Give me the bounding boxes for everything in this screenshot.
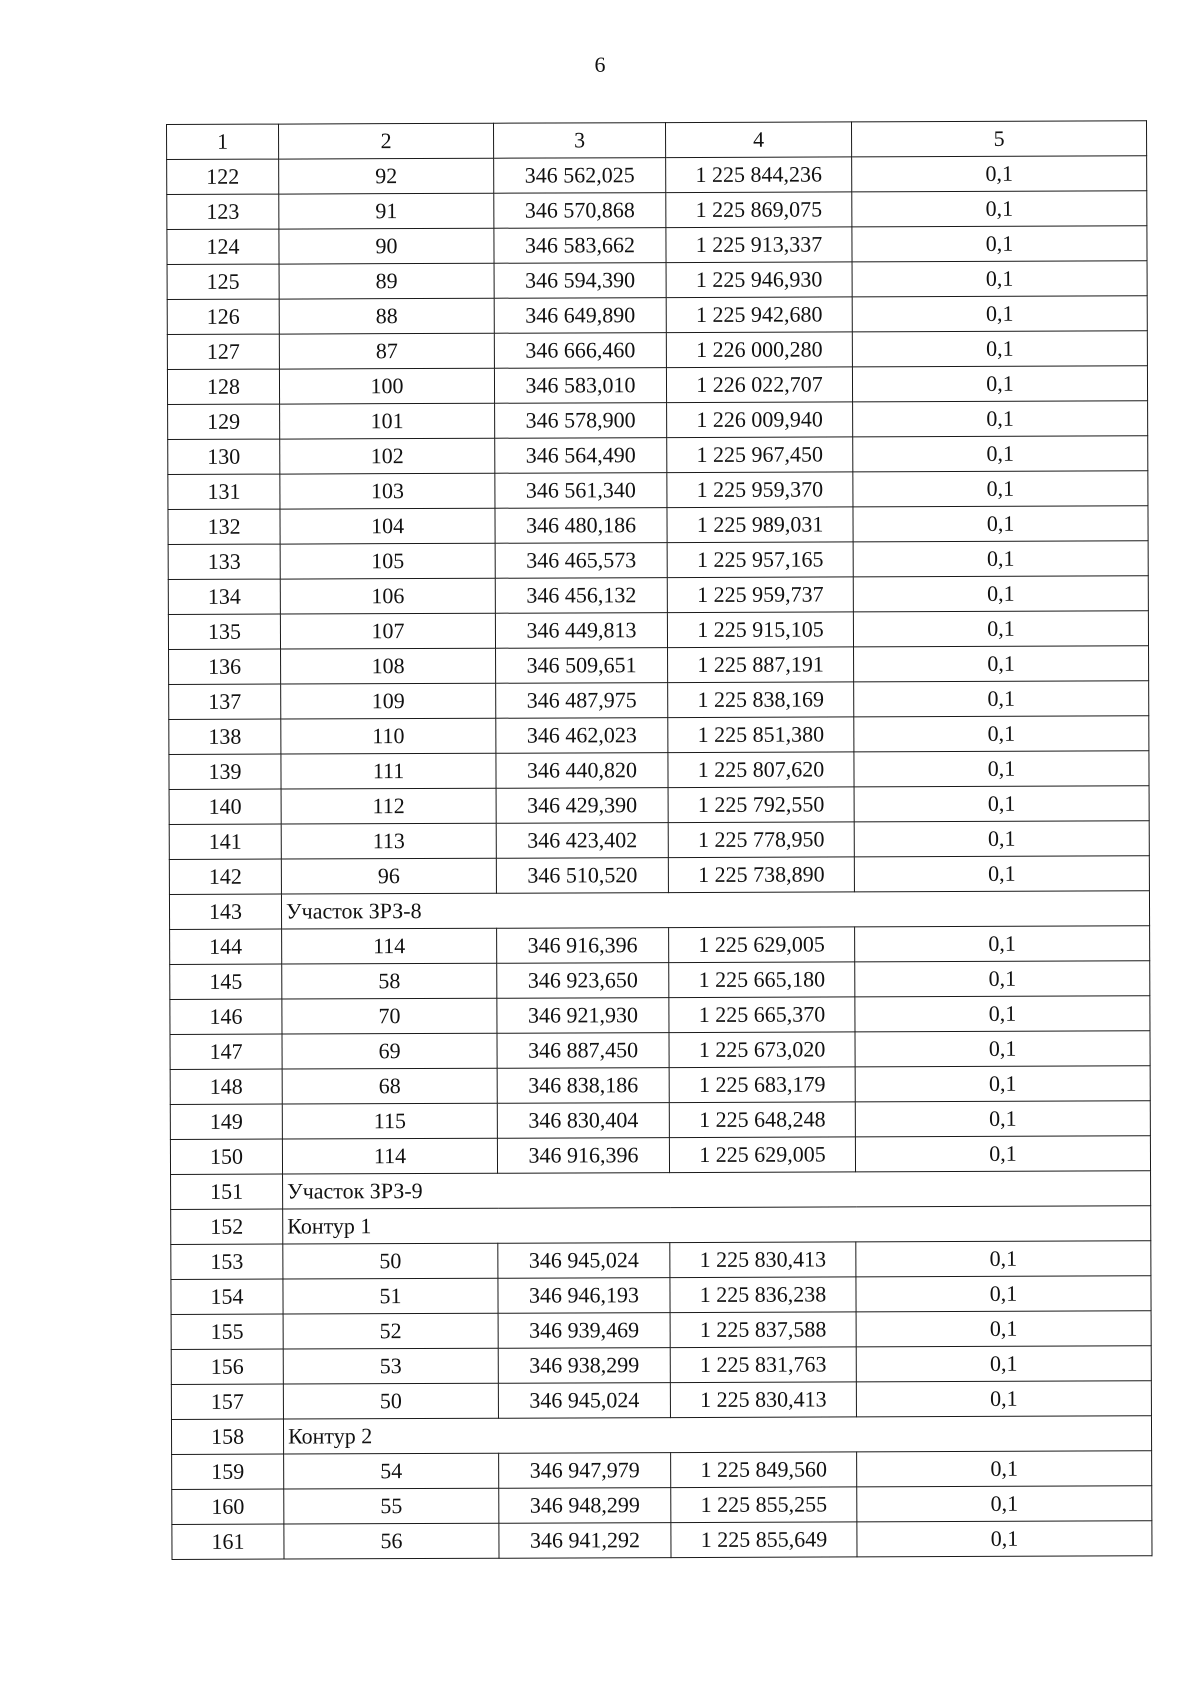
accuracy-value: 0,1	[855, 1136, 1150, 1172]
section-label: Контур 2	[283, 1416, 1151, 1454]
accuracy-value: 0,1	[852, 261, 1147, 297]
row-number: 132	[168, 509, 280, 544]
accuracy-value: 0,1	[853, 436, 1148, 472]
table-row	[170, 1136, 1150, 1175]
point-number: 103	[280, 473, 495, 509]
accuracy-value: 0,1	[856, 1241, 1151, 1277]
point-number: 101	[280, 403, 495, 439]
table-row	[167, 331, 1147, 370]
accuracy-value: 0,1	[856, 1311, 1151, 1347]
accuracy-value: 0,1	[852, 296, 1147, 332]
table-row	[169, 716, 1149, 755]
section-row	[171, 1171, 1151, 1210]
coordinate-y: 1 225 915,105	[667, 612, 853, 648]
point-number: 96	[281, 858, 496, 894]
table-row	[169, 681, 1149, 720]
coordinate-y: 1 225 989,031	[667, 507, 853, 543]
table-row	[168, 401, 1148, 440]
table-header-row	[167, 121, 1147, 160]
accuracy-value: 0,1	[855, 996, 1150, 1032]
point-number: 114	[282, 1138, 497, 1174]
table-row	[168, 471, 1148, 510]
point-number: 92	[279, 158, 494, 194]
coordinate-y: 1 225 792,550	[668, 787, 854, 823]
accuracy-value: 0,1	[856, 1346, 1151, 1382]
row-number: 131	[168, 474, 280, 509]
coordinate-x: 346 945,024	[498, 1383, 670, 1419]
accuracy-value: 0,1	[852, 331, 1147, 367]
row-number: 154	[171, 1279, 283, 1314]
column-header-3: 3	[493, 123, 665, 159]
coordinate-y: 1 225 946,930	[666, 262, 852, 298]
accuracy-value: 0,1	[852, 226, 1147, 262]
coordinate-x: 346 480,186	[495, 508, 667, 544]
row-number: 151	[171, 1174, 283, 1209]
coordinate-x: 346 583,662	[494, 228, 666, 264]
point-number: 89	[279, 263, 494, 299]
point-number: 53	[283, 1348, 498, 1384]
row-number: 126	[167, 299, 279, 334]
coordinate-y: 1 225 673,020	[669, 1032, 855, 1068]
accuracy-value: 0,1	[853, 506, 1148, 542]
row-number: 137	[169, 684, 281, 719]
row-number: 139	[169, 754, 281, 789]
row-number: 144	[170, 929, 282, 964]
coordinate-y: 1 225 887,191	[668, 647, 854, 683]
row-number: 133	[168, 544, 280, 579]
coordinate-x: 346 916,396	[497, 1138, 669, 1174]
point-number: 111	[281, 753, 496, 789]
coordinate-y: 1 225 683,179	[669, 1067, 855, 1103]
row-number: 148	[170, 1069, 282, 1104]
coordinate-x: 346 429,390	[496, 788, 668, 824]
coordinate-x: 346 649,890	[494, 298, 666, 334]
coordinate-y: 1 225 807,620	[668, 752, 854, 788]
coordinate-x: 346 923,650	[497, 963, 669, 999]
table-row	[167, 366, 1147, 405]
coordinate-y: 1 225 665,180	[669, 962, 855, 998]
accuracy-value: 0,1	[854, 856, 1149, 892]
coordinate-x: 346 562,025	[494, 158, 666, 194]
coordinate-y: 1 225 913,337	[666, 227, 852, 263]
coordinate-x: 346 564,490	[495, 438, 667, 474]
coordinate-y: 1 225 959,370	[667, 472, 853, 508]
coordinate-x: 346 570,868	[494, 193, 666, 229]
point-number: 106	[280, 578, 495, 614]
coordinate-x: 346 583,010	[494, 368, 666, 404]
coordinate-x: 346 938,299	[498, 1348, 670, 1384]
accuracy-value: 0,1	[853, 611, 1148, 647]
table-row	[167, 191, 1147, 230]
accuracy-value: 0,1	[854, 786, 1149, 822]
table-row	[168, 436, 1148, 475]
coordinate-y: 1 225 665,370	[669, 997, 855, 1033]
row-number: 140	[169, 789, 281, 824]
coordinate-x: 346 887,450	[497, 1033, 669, 1069]
coordinate-y: 1 225 838,169	[668, 682, 854, 718]
table-row	[171, 1311, 1151, 1350]
row-number: 156	[171, 1349, 283, 1384]
coordinate-y: 1 225 738,890	[668, 857, 854, 893]
table-row	[168, 506, 1148, 545]
section-row	[169, 891, 1149, 930]
coordinate-x: 346 561,340	[495, 473, 667, 509]
accuracy-value: 0,1	[855, 1066, 1150, 1102]
column-header-1: 1	[167, 124, 279, 159]
coordinate-x: 346 939,469	[498, 1313, 670, 1349]
accuracy-value: 0,1	[852, 191, 1147, 227]
table-row	[168, 611, 1148, 650]
table-row	[172, 1521, 1152, 1560]
point-number: 87	[279, 333, 494, 369]
accuracy-value: 0,1	[853, 541, 1148, 577]
coordinate-x: 346 594,390	[494, 263, 666, 299]
table-row	[170, 1031, 1150, 1070]
point-number: 112	[281, 788, 496, 824]
point-number: 109	[281, 683, 496, 719]
row-number: 161	[172, 1524, 284, 1559]
table-row	[169, 856, 1149, 895]
accuracy-value: 0,1	[855, 961, 1150, 997]
coordinate-x: 346 465,573	[495, 543, 667, 579]
coordinate-x: 346 948,299	[499, 1488, 671, 1524]
row-number: 145	[170, 964, 282, 999]
table-row	[168, 541, 1148, 580]
row-number: 130	[168, 439, 280, 474]
page-number: 6	[594, 52, 606, 77]
coordinate-y: 1 225 831,763	[670, 1347, 856, 1383]
coordinate-y: 1 225 959,737	[667, 577, 853, 613]
point-number: 104	[280, 508, 495, 544]
row-number: 159	[172, 1454, 284, 1489]
coordinate-x: 346 666,460	[494, 333, 666, 369]
coordinate-y: 1 225 855,255	[671, 1487, 857, 1523]
row-number: 125	[167, 264, 279, 299]
point-number: 58	[282, 963, 497, 999]
accuracy-value: 0,1	[854, 681, 1149, 717]
coordinate-y: 1 225 855,649	[671, 1522, 857, 1558]
table-row	[167, 226, 1147, 265]
row-number: 155	[171, 1314, 283, 1349]
point-number: 88	[279, 298, 494, 334]
point-number: 69	[282, 1033, 497, 1069]
coordinate-y: 1 225 830,413	[670, 1242, 856, 1278]
row-number: 152	[171, 1209, 283, 1244]
row-number: 158	[171, 1419, 283, 1454]
table-row	[171, 1381, 1151, 1420]
row-number: 153	[171, 1244, 283, 1279]
column-header-4: 4	[665, 122, 851, 158]
accuracy-value: 0,1	[853, 401, 1148, 437]
point-number: 54	[284, 1453, 499, 1489]
row-number: 136	[169, 649, 281, 684]
table-body	[167, 121, 1153, 1560]
accuracy-value: 0,1	[857, 1521, 1152, 1557]
accuracy-value: 0,1	[855, 926, 1150, 962]
accuracy-value: 0,1	[854, 646, 1149, 682]
coordinate-y: 1 225 942,680	[666, 297, 852, 333]
row-number: 149	[170, 1104, 282, 1139]
table-row	[170, 996, 1150, 1035]
point-number: 68	[282, 1068, 497, 1104]
coordinate-y: 1 225 851,380	[668, 717, 854, 753]
row-number: 150	[170, 1139, 282, 1174]
section-row	[171, 1206, 1151, 1245]
coordinate-x: 346 941,292	[499, 1523, 671, 1559]
accuracy-value: 0,1	[854, 751, 1149, 787]
coordinate-x: 346 456,132	[495, 578, 667, 614]
coordinate-x: 346 487,975	[496, 683, 668, 719]
table-row	[171, 1241, 1151, 1280]
row-number: 146	[170, 999, 282, 1034]
coordinates-table	[166, 120, 1153, 1560]
row-number: 157	[171, 1384, 283, 1419]
accuracy-value: 0,1	[857, 1486, 1152, 1522]
table-row	[171, 1346, 1151, 1385]
coordinate-x: 346 509,651	[496, 648, 668, 684]
coordinate-y: 1 225 778,950	[668, 822, 854, 858]
row-number: 123	[167, 194, 279, 229]
accuracy-value: 0,1	[855, 1031, 1150, 1067]
point-number: 70	[282, 998, 497, 1034]
row-number: 138	[169, 719, 281, 754]
table-row	[167, 261, 1147, 300]
table-row	[172, 1486, 1152, 1525]
row-number: 134	[168, 579, 280, 614]
table-row	[168, 576, 1148, 615]
coordinate-y: 1 225 957,165	[667, 542, 853, 578]
point-number: 102	[280, 438, 495, 474]
point-number: 50	[283, 1383, 498, 1419]
coordinate-x: 346 916,396	[497, 928, 669, 964]
point-number: 115	[282, 1103, 497, 1139]
table-row	[171, 1276, 1151, 1315]
accuracy-value: 0,1	[856, 1276, 1151, 1312]
coordinate-y: 1 226 022,707	[666, 367, 852, 403]
coordinate-y: 1 225 837,588	[670, 1312, 856, 1348]
point-number: 113	[281, 823, 496, 859]
table-row	[170, 1066, 1150, 1105]
point-number: 52	[283, 1313, 498, 1349]
coordinate-x: 346 921,930	[497, 998, 669, 1034]
row-number: 141	[169, 824, 281, 859]
coordinate-y: 1 225 629,005	[669, 927, 855, 963]
point-number: 51	[283, 1278, 498, 1314]
column-header-5: 5	[851, 121, 1146, 157]
row-number: 142	[169, 859, 281, 894]
row-number: 128	[167, 369, 279, 404]
table-row	[170, 1101, 1150, 1140]
table-row	[170, 926, 1150, 965]
accuracy-value: 0,1	[852, 156, 1147, 192]
point-number: 55	[284, 1488, 499, 1524]
coordinate-y: 1 226 009,940	[667, 402, 853, 438]
table-row	[169, 786, 1149, 825]
accuracy-value: 0,1	[857, 1451, 1152, 1487]
row-number: 143	[169, 894, 281, 929]
coordinate-x: 346 838,186	[497, 1068, 669, 1104]
row-number: 160	[172, 1489, 284, 1524]
accuracy-value: 0,1	[855, 1101, 1150, 1137]
point-number: 114	[282, 928, 497, 964]
point-number: 110	[281, 718, 496, 754]
accuracy-value: 0,1	[854, 821, 1149, 857]
coordinate-y: 1 225 629,005	[669, 1137, 855, 1173]
coordinate-x: 346 947,979	[499, 1453, 671, 1489]
section-row	[171, 1416, 1151, 1455]
coordinate-x: 346 830,404	[497, 1103, 669, 1139]
table-row	[167, 296, 1147, 335]
table-row	[169, 821, 1149, 860]
row-number: 135	[168, 614, 280, 649]
point-number: 90	[279, 228, 494, 264]
row-number: 124	[167, 229, 279, 264]
column-header-2: 2	[279, 123, 494, 159]
coordinate-x: 346 462,023	[496, 718, 668, 754]
table-row	[169, 751, 1149, 790]
point-number: 50	[283, 1243, 498, 1279]
coordinate-y: 1 225 849,560	[671, 1452, 857, 1488]
coordinate-y: 1 225 869,075	[666, 192, 852, 228]
point-number: 108	[281, 648, 496, 684]
point-number: 91	[279, 193, 494, 229]
table-row	[169, 646, 1149, 685]
coordinate-x: 346 449,813	[495, 613, 667, 649]
coordinate-y: 1 225 836,238	[670, 1277, 856, 1313]
accuracy-value: 0,1	[852, 366, 1147, 402]
accuracy-value: 0,1	[856, 1381, 1151, 1417]
coordinate-y: 1 225 844,236	[666, 157, 852, 193]
accuracy-value: 0,1	[853, 471, 1148, 507]
accuracy-value: 0,1	[853, 576, 1148, 612]
row-number: 129	[168, 404, 280, 439]
table-row	[167, 156, 1147, 195]
coordinate-y: 1 226 000,280	[666, 332, 852, 368]
section-label: Контур 1	[283, 1206, 1151, 1244]
point-number: 56	[284, 1523, 499, 1559]
point-number: 100	[279, 368, 494, 404]
coordinate-y: 1 225 648,248	[669, 1102, 855, 1138]
section-label: Участок ЗРЗ-8	[281, 891, 1149, 929]
point-number: 107	[280, 613, 495, 649]
row-number: 147	[170, 1034, 282, 1069]
coordinate-x: 346 945,024	[498, 1243, 670, 1279]
coordinate-x: 346 423,402	[496, 823, 668, 859]
point-number: 105	[280, 543, 495, 579]
section-label: Участок ЗРЗ-9	[283, 1171, 1151, 1209]
accuracy-value: 0,1	[854, 716, 1149, 752]
row-number: 122	[167, 159, 279, 194]
coordinate-x: 346 946,193	[498, 1278, 670, 1314]
coordinate-x: 346 440,820	[496, 753, 668, 789]
coordinate-x: 346 510,520	[496, 858, 668, 894]
row-number: 127	[167, 334, 279, 369]
table-row	[170, 961, 1150, 1000]
coordinate-x: 346 578,900	[495, 403, 667, 439]
coordinate-y: 1 225 830,413	[670, 1382, 856, 1418]
table-row	[172, 1451, 1152, 1490]
coordinate-y: 1 225 967,450	[667, 437, 853, 473]
